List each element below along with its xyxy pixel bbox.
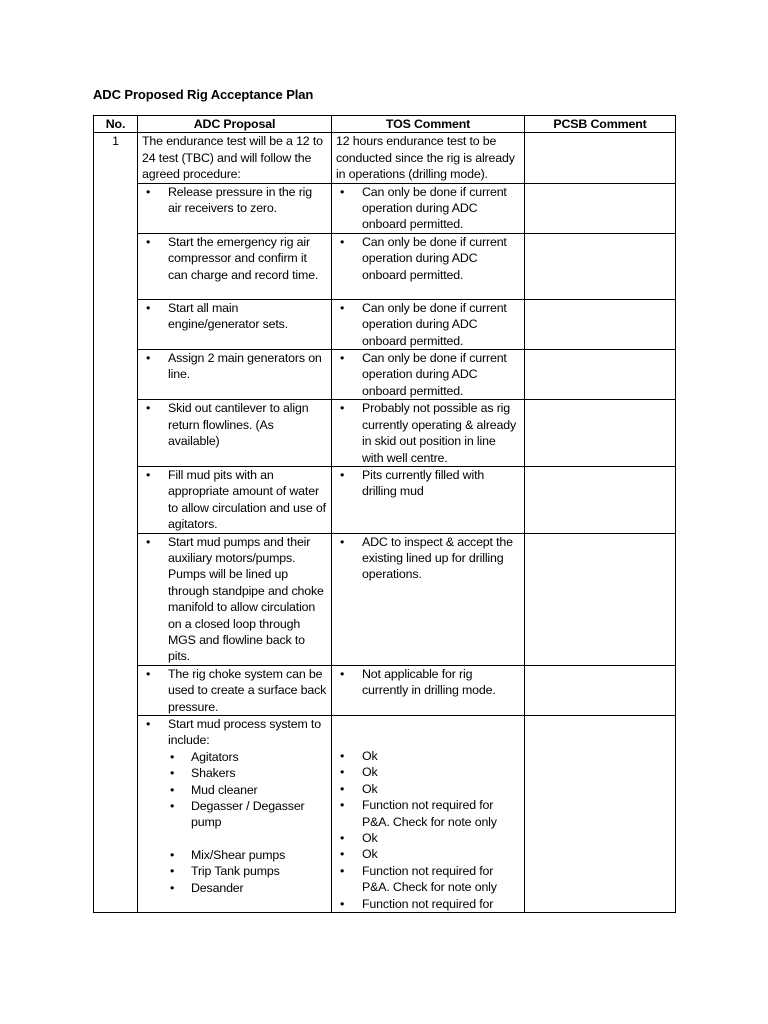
table-row [94,183,676,233]
table-row [94,400,676,467]
tos-bullet: • Can only be done if current operation during ADC onboard permitted. [336,300,520,349]
tos-comment-cell [332,233,525,299]
pcsb-comment-cell [525,133,676,183]
table-row [94,466,676,533]
proposal-cell [138,350,332,400]
proposal-bullet: • Release pressure in the rig air receivers to zero. [142,184,327,217]
tos-comment-cell [332,716,525,913]
rig-acceptance-table [93,115,676,913]
tos-bullet: • Function not required for P&A. Check for note only [336,797,520,830]
tos-bullet: • Not applicable for rig currently in drilling mode. [336,666,520,699]
proposal-cell [138,665,332,715]
mud-item: • Trip Tank pumps [168,863,327,879]
table-row [94,133,676,183]
tos-comment-cell [332,350,525,400]
tos-bullet: • Can only be done if current operation during ADC onboard permitted. [336,184,520,233]
tos-mud-list [336,748,520,912]
pcsb-comment-cell [525,183,676,233]
tos-bullet: • Ok [336,764,520,780]
header-no: No. [94,116,138,133]
proposal-bullet [142,716,327,896]
table-row [94,716,676,913]
mud-item: • Degasser / Degasser pump [168,798,327,831]
mud-item: • Agitators [168,749,327,765]
table-row [94,350,676,400]
proposal-cell [138,716,332,913]
page-title: ADC Proposed Rig Acceptance Plan [93,87,314,102]
pcsb-comment-cell [525,299,676,349]
pcsb-comment-cell [525,466,676,533]
mud-process-heading: Start mud process system to include: [168,717,321,748]
header-tos-comment: TOS Comment [332,116,525,133]
table-row [94,665,676,715]
proposal-bullet: • Start mud pumps and their auxiliary motors/pumps. Pumps will be lined up through standpipe and choke manifold to allow circulation on a closed loop through MGS and flowline back to pits. [142,534,327,665]
proposal-bullet: • Assign 2 main generators on line. [142,350,327,383]
proposal-bullet: • Start all main engine/generator sets. [142,300,327,333]
tos-bullet: • Can only be done if current operation during ADC onboard permitted. [336,234,520,283]
tos-comment-cell [332,299,525,349]
proposal-bullet: • Start the emergency rig air compressor and confirm it can charge and record time. [142,234,327,283]
proposal-cell [138,466,332,533]
header-adc-proposal: ADC Proposal [138,116,332,133]
tos-bullet: • Function not required for [336,896,520,912]
tos-bullet: • ADC to inspect & accept the existing lined up for drilling operations. [336,534,520,583]
proposal-bullet: • The rig choke system can be used to create a surface back pressure. [142,666,327,715]
tos-bullet: • Probably not possible as rig currently operating & already in skid out position in line with well centre. [336,400,520,466]
pcsb-comment-cell [525,400,676,467]
tos-bullet: • Function not required for P&A. Check for note only [336,863,520,896]
pcsb-comment-cell [525,533,676,665]
tos-comment-cell [332,183,525,233]
tos-comment-cell [332,533,525,665]
pcsb-comment-cell [525,233,676,299]
table-row [94,233,676,299]
proposal-cell [138,400,332,467]
table-header-row [94,116,676,133]
tos-comment-cell [332,400,525,467]
tos-comment-cell [332,665,525,715]
mud-item: • Desander [168,880,327,896]
proposal-bullet: • Skid out cantilever to align return flowlines. (As available) [142,400,327,449]
tos-bullet: • Ok [336,846,520,862]
tos-bullet: • Ok [336,748,520,764]
mud-process-list [168,749,327,831]
header-pcsb-comment: PCSB Comment [525,116,676,133]
mud-item: • Mix/Shear pumps [168,847,327,863]
pcsb-comment-cell [525,665,676,715]
mud-item: • Shakers [168,765,327,781]
tos-comment-cell [332,466,525,533]
tos-bullet: • Pits currently filled with drilling mud [336,467,520,500]
pcsb-comment-cell [525,350,676,400]
row-number: 1 [94,133,138,913]
proposal-cell [138,183,332,233]
pcsb-comment-cell [525,716,676,913]
proposal-bullet: • Fill mud pits with an appropriate amount of water to allow circulation and use of agitators. [142,467,327,533]
tos-bullet: • Can only be done if current operation during ADC onboard permitted. [336,350,520,399]
mud-process-list [168,847,327,896]
proposal-cell: The endurance test will be a 12 to 24 test (TBC) and will follow the agreed procedure: [138,133,332,183]
proposal-cell [138,233,332,299]
table-row [94,533,676,665]
table-row [94,299,676,349]
tos-bullet: • Ok [336,781,520,797]
tos-bullet: • Ok [336,830,520,846]
tos-comment-cell: 12 hours endurance test to be conducted since the rig is already in operations (drilling mode). [332,133,525,183]
proposal-cell [138,299,332,349]
mud-item: • Mud cleaner [168,782,327,798]
proposal-cell [138,533,332,665]
